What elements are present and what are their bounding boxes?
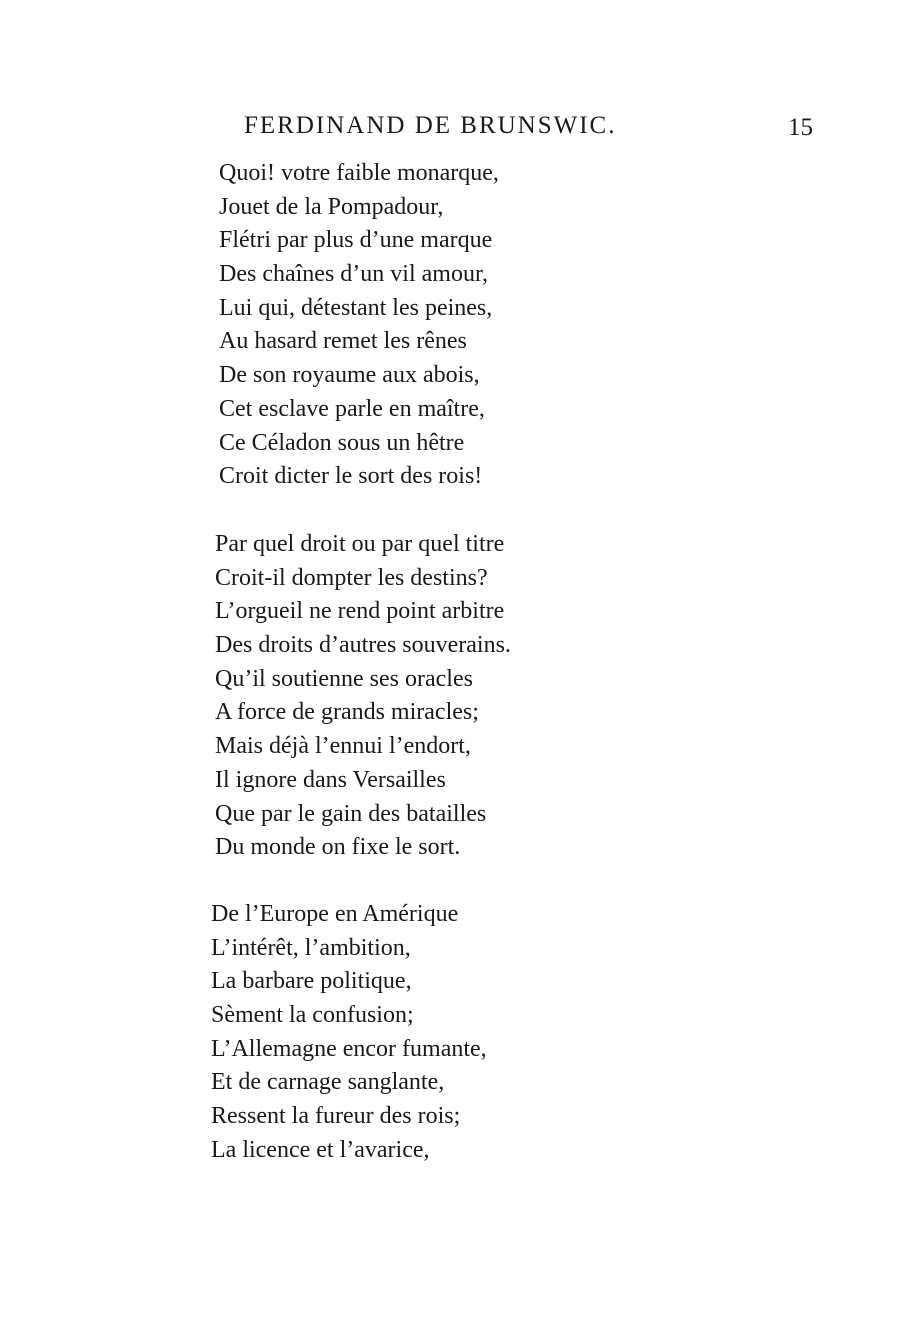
stanza-2	[215, 528, 511, 865]
verse-line: Ressent la fureur des rois;	[211, 1103, 461, 1130]
verse-line: L’orgueil ne rend point arbitre	[215, 598, 505, 625]
verse-line: Et de carnage sanglante,	[211, 1069, 445, 1096]
running-title: FERDINAND DE BRUNSWIC.	[244, 112, 617, 139]
verse-line: Cet esclave parle en maître,	[219, 395, 485, 422]
verse-line: Des droits d’autres souverains.	[215, 632, 511, 659]
verse-line: L’intérêt, l’ambition,	[211, 934, 411, 961]
verse-line: Sèment la confusion;	[211, 1002, 414, 1029]
verse-line: L’Allemagne encor fumante,	[211, 1035, 487, 1062]
verse-line: A force de grands miracles;	[215, 699, 479, 726]
verse-line: Croit-il dompter les destins?	[215, 564, 488, 591]
verse-line: De son royaume aux abois,	[219, 362, 480, 389]
verse-line: Qu’il soutienne ses oracles	[215, 665, 473, 692]
stanza-3	[211, 898, 487, 1168]
verse-line: Mais déjà l’ennui l’endort,	[215, 733, 471, 760]
page-number: 15	[788, 114, 813, 141]
verse-line: Flétri par plus d’une marque	[219, 227, 493, 254]
verse-line: Jouet de la Pompadour,	[219, 193, 444, 220]
verse-line: De l’Europe en Amérique	[211, 901, 459, 927]
verse-line: La barbare politique,	[211, 968, 412, 995]
verse-line: Croit dicter le sort des rois!	[219, 463, 483, 490]
verse-line: Par quel droit ou par quel titre	[215, 531, 505, 557]
verse-line: Au hasard remet les rênes	[219, 328, 467, 355]
verse-line: Que par le gain des batailles	[215, 800, 487, 827]
verse-line: Ce Céladon sous un hêtre	[219, 429, 465, 456]
verse-line: Il ignore dans Versailles	[215, 766, 446, 793]
stanza-1	[219, 157, 499, 494]
verse-line: Des chaînes d’un vil amour,	[219, 261, 488, 288]
verse-line: Quoi! votre faible monarque,	[219, 160, 499, 186]
verse-line: Lui qui, détestant les peines,	[219, 294, 493, 321]
verse-line: La licence et l’avarice,	[211, 1136, 430, 1163]
verse-line: Du monde on fixe le sort.	[215, 834, 461, 861]
